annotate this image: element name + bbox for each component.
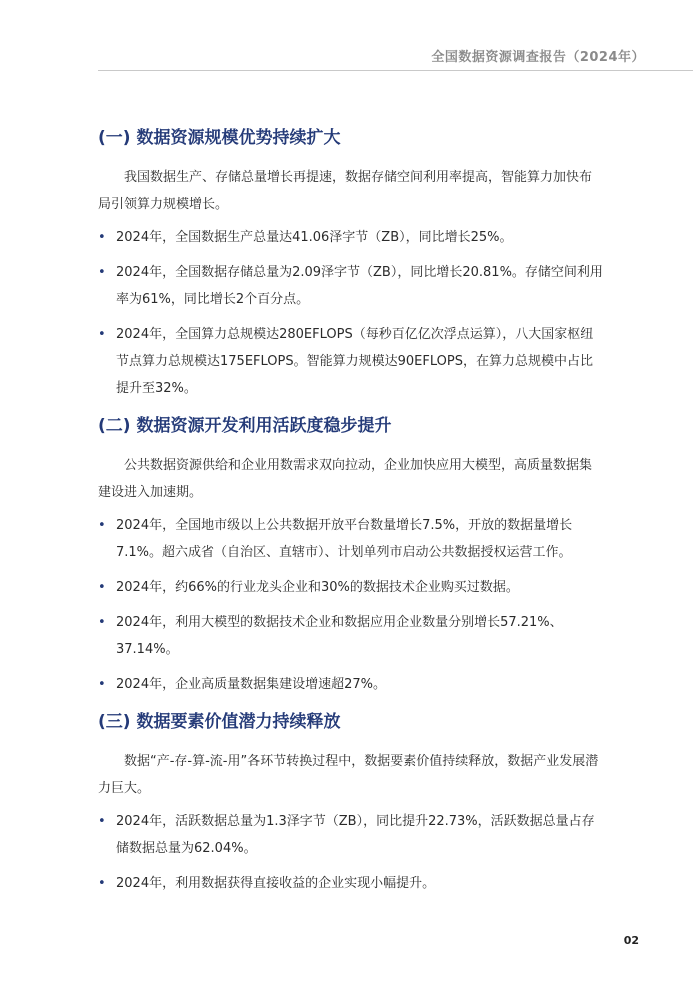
section-intro: 我国数据生产、存储总量增长再提速，数据存储空间利用率提高，智能算力加快布局引领算力规模增长。 <box>98 170 593 212</box>
list-item-text: 2024年，活跃数据总量为1.3泽字节（ZB），同比提升22.73%，活跃数据总量占存储数据总量为62.04%。 <box>116 814 595 856</box>
list-item <box>98 574 604 601</box>
section-intro: 数据“产-存-算-流-用”各环节转换过程中，数据要素价值持续释放，数据产业发展潜力巨大。 <box>98 754 599 796</box>
list-item <box>98 808 604 862</box>
list-item <box>98 671 604 698</box>
bullet-icon: • <box>98 814 106 829</box>
section-data-scale <box>98 126 604 402</box>
list-item-text: 2024年，全国算力总规模达280EFLOPS（每秒百亿亿次浮点运算），八大国家枢纽节点算力总规模达175EFLOPS。智能算力规模达90EFLOPS，在算力总规模中占比提升至32%。 <box>116 327 594 396</box>
bullet-icon: • <box>98 518 106 533</box>
list-item <box>98 870 604 897</box>
list-item-text: 2024年，全国地市级以上公共数据开放平台数量增长7.5%，开放的数据量增长7.1%。超六成省（自治区、直辖市）、计划单列市启动公共数据授权运营工作。 <box>116 518 573 560</box>
list-item <box>98 609 604 663</box>
list-item-text: 2024年，利用大模型的数据技术企业和数据应用企业数量分别增长57.21%、37.14%。 <box>116 615 563 657</box>
bullet-list <box>98 512 604 698</box>
bullet-icon: • <box>98 677 106 692</box>
section-title: (一) 数据资源规模优势持续扩大 <box>98 128 341 148</box>
bullet-list <box>98 224 604 402</box>
bullet-icon: • <box>98 265 106 280</box>
list-item-text: 2024年，利用数据获得直接收益的企业实现小幅提升。 <box>116 876 436 891</box>
page-content <box>98 126 604 905</box>
section-data-utilization <box>98 414 604 698</box>
bullet-icon: • <box>98 230 106 245</box>
list-item-text: 2024年，约66%的行业龙头企业和30%的数据技术企业购买过数据。 <box>116 580 519 595</box>
list-item <box>98 321 604 402</box>
bullet-icon: • <box>98 327 106 342</box>
bullet-list <box>98 808 604 897</box>
bullet-icon: • <box>98 876 106 891</box>
section-intro: 公共数据资源供给和企业用数需求双向拉动，企业加快应用大模型，高质量数据集建设进入加速期。 <box>98 458 593 500</box>
list-item <box>98 224 604 251</box>
report-header-title: 全国数据资源调查报告（2024年） <box>431 50 645 65</box>
bullet-icon: • <box>98 615 106 630</box>
header-divider <box>98 70 693 71</box>
page-number: 02 <box>623 934 639 947</box>
section-data-value <box>98 710 604 897</box>
section-title: (二) 数据资源开发利用活跃度稳步提升 <box>98 416 392 436</box>
list-item-text: 2024年，企业高质量数据集建设增速超27%。 <box>116 677 386 692</box>
list-item-text: 2024年，全国数据生产总量达41.06泽字节（ZB），同比增长25%。 <box>116 230 513 245</box>
list-item <box>98 512 604 566</box>
bullet-icon: • <box>98 580 106 595</box>
list-item <box>98 259 604 313</box>
list-item-text: 2024年，全国数据存储总量为2.09泽字节（ZB），同比增长20.81%。存储空间利用率为61%，同比增长2个百分点。 <box>116 265 603 307</box>
section-title: (三) 数据要素价值潜力持续释放 <box>98 712 341 732</box>
